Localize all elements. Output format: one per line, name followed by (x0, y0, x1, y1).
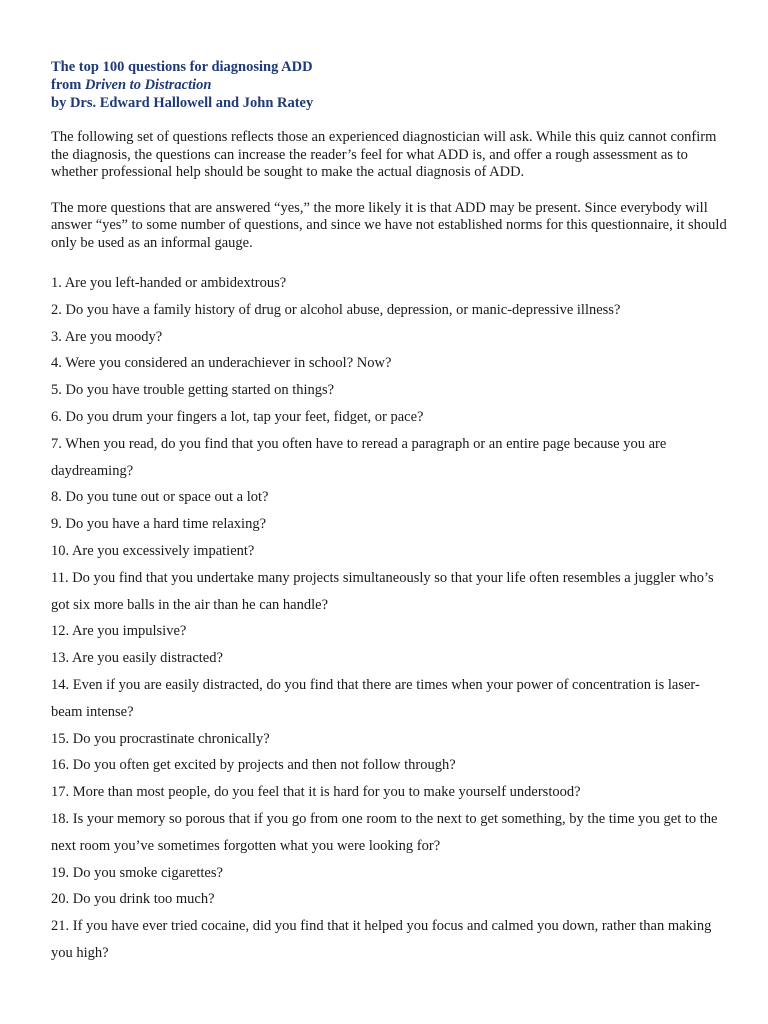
intro-section (51, 129, 731, 252)
question-item: 17. More than most people, do you feel that it is hard for you to make yourself understood? (51, 784, 581, 801)
question-item: 13. Are you easily distracted? (51, 650, 223, 667)
question-item: 18. Is your memory so porous that if you go from one room to the next to get something, by the time you get to the next room you’ve sometimes forgotten what you were looking for? (51, 810, 718, 854)
question-item: 14. Even if you are easily distracted, do you find that there are times when your power of concentration is laser-beam intense? (51, 676, 700, 720)
question-item: 9. Do you have a hard time relaxing? (51, 516, 267, 533)
intro-paragraph-1: The following set of questions reflects those an experienced diagnostician will ask. While this quiz cannot confirm the diagnosis, the questions can increase the reader’s feel for what ADD is, and offer a rough assessment as to whether professional help should be sought to make the actual diagnosis of ADD. (51, 129, 717, 180)
question-item: 7. When you read, do you find that you often have to reread a paragraph or an entire page because you are daydreaming? (51, 435, 667, 479)
question-item: 20. Do you drink too much? (51, 891, 215, 908)
question-item: 10. Are you excessively impatient? (51, 542, 255, 559)
question-item: 4. Were you considered an underachiever in school? Now? (51, 355, 392, 372)
document-page (51, 58, 731, 967)
question-item: 21. If you have ever tried cocaine, did you find that it helped you focus and calmed you down, rather than making you high? (51, 918, 712, 961)
question-item: 12. Are you impulsive? (51, 623, 187, 640)
intro-paragraph-2: The more questions that are answered “yes,” the more likely it is that ADD may be present. Since everybody will answer “yes” to some number of questions, and since we have not established norms for this questionnaire, it should only be used as an informal gauge. (51, 199, 727, 251)
document-title: The top 100 questions for diagnosing ADD (51, 59, 313, 75)
question-item: 3. Are you moody? (51, 328, 163, 345)
document-heading (51, 58, 731, 112)
question-item: 6. Do you drum your fingers a lot, tap your feet, fidget, or pace? (51, 408, 424, 425)
question-item: 16. Do you often get excited by projects and then not follow through? (51, 757, 456, 774)
question-list (51, 270, 731, 967)
question-item: 15. Do you procrastinate chronically? (51, 730, 270, 747)
source-prefix: from (51, 77, 85, 93)
question-item: 2. Do you have a family history of drug or alcohol abuse, depression, or manic-depressive illness? (51, 301, 621, 318)
question-item: 11. Do you find that you undertake many projects simultaneously so that your life often resembles a juggler who’s got six more balls in the air than he can handle? (51, 569, 714, 613)
source-line (51, 76, 731, 94)
question-item: 5. Do you have trouble getting started on things? (51, 382, 335, 399)
book-title: Driven to Distraction (84, 77, 212, 93)
authors-line: by Drs. Edward Hallowell and John Ratey (51, 95, 314, 111)
question-item: 1. Are you left-handed or ambidextrous? (51, 275, 287, 291)
question-item: 19. Do you smoke cigarettes? (51, 864, 223, 881)
question-item: 8. Do you tune out or space out a lot? (51, 489, 269, 506)
